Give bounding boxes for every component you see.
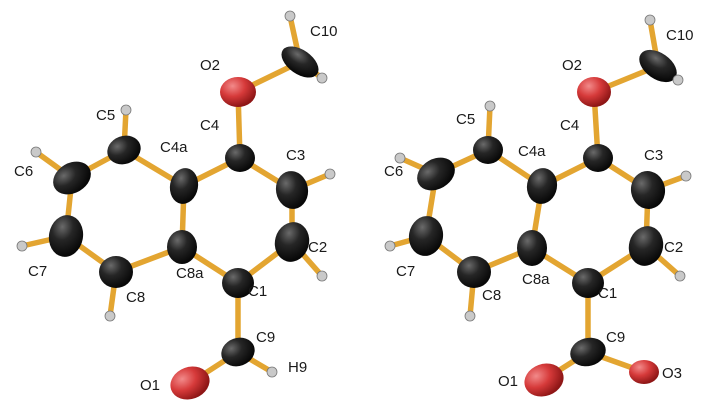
label-c2: C2 [308, 239, 328, 256]
label-o2: O2 [562, 57, 583, 74]
carbon-atom-c9 [217, 333, 259, 371]
label-c4: C4 [200, 117, 220, 134]
oxygen-atom-o2 [220, 77, 256, 107]
hydrogen-atom [385, 241, 395, 251]
carbon-atom-c3 [273, 169, 311, 212]
carbon-atom-c8 [457, 256, 491, 288]
label-c1: C1 [248, 283, 268, 300]
carbon-atom-c4 [225, 144, 255, 172]
label-c2: C2 [664, 239, 684, 256]
carbon-atom-c4a [167, 166, 201, 206]
label-c8: C8 [482, 287, 502, 304]
molecule-right [384, 15, 694, 402]
hydrogen-atom [465, 311, 475, 321]
label-c3: C3 [644, 147, 664, 164]
carbon-atom-c5 [103, 131, 145, 169]
carbon-atom-c5 [473, 136, 503, 164]
hydrogen-atom [317, 271, 327, 281]
label-c7: C7 [396, 263, 416, 280]
label-c8: C8 [126, 289, 146, 306]
label-c4a: C4a [160, 139, 188, 156]
label-c8a: C8a [176, 265, 204, 282]
carbon-atom-c8a [167, 230, 197, 264]
oxygen-atom-o1 [166, 361, 215, 405]
hydrogen-atom [105, 311, 115, 321]
label-c5: C5 [96, 107, 116, 124]
carbon-atom-c4a [524, 166, 560, 207]
label-c4a: C4a [518, 143, 546, 160]
hydrogen-atom-h9 [267, 367, 277, 377]
carbon-atom-c8 [99, 256, 133, 288]
hydrogen-atom [673, 75, 683, 85]
label-c6: C6 [14, 163, 34, 180]
label-c5: C5 [456, 111, 476, 128]
hydrogen-atom [395, 153, 405, 163]
carbon-atom-c7 [46, 212, 87, 259]
atom-labels-left [14, 23, 338, 394]
carbon-atom-c9 [567, 334, 609, 370]
hydrogen-atom [675, 271, 685, 281]
label-c9: C9 [606, 329, 626, 346]
label-o1: O1 [140, 377, 161, 394]
label-c7: C7 [28, 263, 48, 280]
carbon-atom-c3 [628, 168, 668, 211]
hydrogen-atom [317, 73, 327, 83]
hydrogen-atom [31, 147, 41, 157]
hydrogen-atom [681, 171, 691, 181]
label-h9: H9 [288, 359, 308, 376]
hydrogen-atom [645, 15, 655, 25]
label-c3: C3 [286, 147, 306, 164]
hydrogen-atom [17, 241, 27, 251]
label-c4: C4 [560, 117, 580, 134]
oxygen-atom-o3 [629, 360, 659, 384]
hydrogen-atom [325, 169, 335, 179]
label-o1: O1 [498, 373, 519, 390]
label-o2: O2 [200, 57, 221, 74]
oxygen-atom-o1 [520, 358, 569, 402]
label-c8a: C8a [522, 271, 550, 288]
label-o3: O3 [662, 365, 683, 382]
label-c6: C6 [384, 163, 404, 180]
hydrogen-atom [485, 101, 495, 111]
label-c10: C10 [666, 27, 694, 44]
label-c9: C9 [256, 329, 276, 346]
oxygen-atom-o2 [577, 77, 611, 107]
label-c10: C10 [310, 23, 338, 40]
hydrogen-atom [121, 105, 131, 115]
carbon-atom-c4 [583, 144, 613, 172]
carbon-atom-c7 [406, 213, 446, 258]
hydrogen-atom [285, 11, 295, 21]
molecule-left [14, 11, 338, 405]
carbon-atom-c8a [517, 230, 547, 266]
label-c1: C1 [598, 285, 618, 302]
